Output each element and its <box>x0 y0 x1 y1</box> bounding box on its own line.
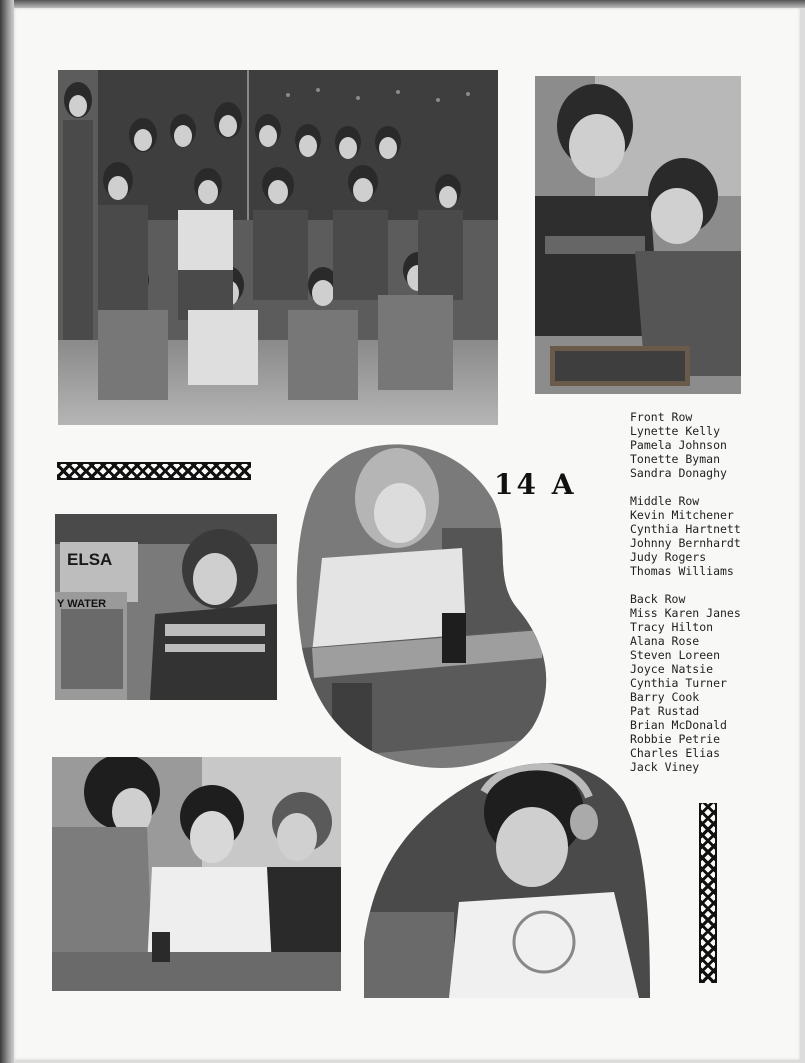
name-item: Judy Rogers <box>630 550 707 564</box>
name-item: Johnny Bernhardt <box>630 536 741 550</box>
binding-spine <box>0 0 14 1063</box>
celtic-knot-border-vertical <box>699 803 717 983</box>
name-item: Thomas Williams <box>630 564 734 578</box>
name-item: Cynthia Hartnett <box>630 522 741 536</box>
class-group-photo <box>58 70 498 425</box>
girl-art-photo <box>292 438 552 773</box>
student-names-caption <box>630 410 800 788</box>
name-item: Lynette Kelly <box>630 424 721 438</box>
front-row-group <box>630 410 800 480</box>
two-boys-photo <box>535 76 741 394</box>
name-item: Tracy Hilton <box>630 620 714 634</box>
name-item: Barry Cook <box>630 690 700 704</box>
girl-reading-photo <box>55 514 277 700</box>
front-row-heading: Front Row <box>630 410 693 424</box>
teacher-students-photo <box>52 757 341 991</box>
name-item: Cynthia Turner <box>630 676 727 690</box>
back-row-heading: Back Row <box>630 592 686 606</box>
boy-headphones-photo <box>364 752 650 998</box>
class-title: 14 A <box>494 468 577 501</box>
name-item: Pat Rustad <box>630 704 700 718</box>
book-title-elsa: ELSA <box>67 550 113 569</box>
name-item: Sandra Donaghy <box>630 466 727 480</box>
name-item: Kevin Mitchener <box>630 508 734 522</box>
name-item: Tonette Byman <box>630 452 721 466</box>
book-title-water: Y WATER <box>57 598 107 610</box>
celtic-knot-border-horizontal <box>57 462 251 480</box>
name-item: Jack Viney <box>630 760 700 774</box>
name-item: Steven Loreen <box>630 648 721 662</box>
page-top-edge <box>14 0 805 8</box>
name-item: Brian McDonald <box>630 718 727 732</box>
middle-row-group <box>630 494 800 578</box>
middle-row-heading: Middle Row <box>630 494 700 508</box>
name-item: Joyce Natsie <box>630 662 714 676</box>
name-item: Robbie Petrie <box>630 732 721 746</box>
name-item: Charles Elias <box>630 746 721 760</box>
name-item: Miss Karen Janes <box>630 606 741 620</box>
name-item: Alana Rose <box>630 634 700 648</box>
name-item: Pamela Johnson <box>630 438 727 452</box>
back-row-group <box>630 592 800 774</box>
